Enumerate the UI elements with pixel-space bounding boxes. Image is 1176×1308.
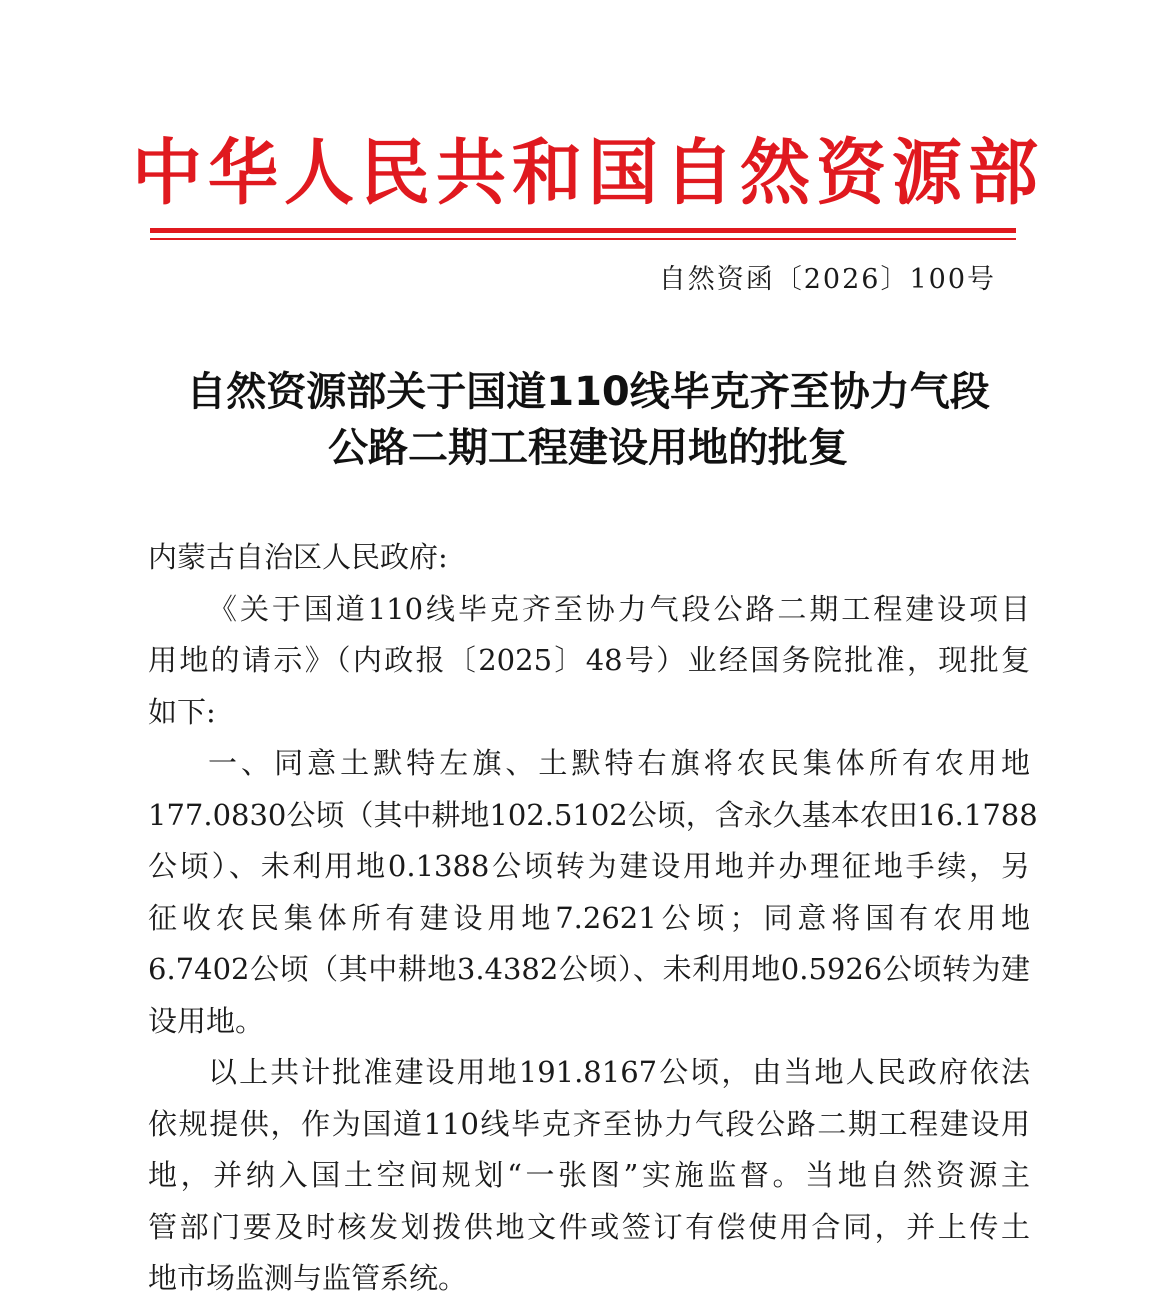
para1-line-1: 《关于国道110线毕克齐至协力气段公路二期工程建设项目 bbox=[208, 591, 1030, 626]
para3-line-4: 管部门要及时核发划拨供地文件或签订有偿使用合同，并上传土 bbox=[148, 1209, 1030, 1244]
para1-line-2: 用地的请示》（内政报〔2025〕48号）业经国务院批准，现批复 bbox=[148, 643, 1030, 677]
para2-line-2: 177.0830公顷（其中耕地102.5102公顷，含永久基本农田16.1788 bbox=[148, 797, 1038, 832]
para2-line-1: 一、同意土默特左旗、土默特右旗将农民集体所有农用地 bbox=[208, 746, 1030, 780]
para2-line-3: 公顷）、未利用地0.1388公顷转为建设用地并办理征地手续，另 bbox=[148, 849, 1030, 883]
red-rule-thick bbox=[150, 228, 1016, 233]
red-rule-thin bbox=[150, 238, 1016, 240]
document-number: 自然资函〔2026〕100号 bbox=[658, 264, 996, 295]
para2-line-6: 设用地。 bbox=[148, 1003, 265, 1038]
title-line-2: 公路二期工程建设用地的批复 bbox=[328, 425, 848, 471]
para3-line-5: 地市场监测与监管系统。 bbox=[148, 1261, 468, 1295]
para3-line-2: 依规提供，作为国道110线毕克齐至协力气段公路二期工程建设用 bbox=[148, 1106, 1030, 1141]
salutation: 内蒙古自治区人民政府: bbox=[148, 540, 448, 574]
para2-line-4: 征收农民集体所有建设用地7.2621公顷；同意将国有农用地 bbox=[148, 900, 1030, 935]
issuer-masthead: 中华人民共和国自然资源部 bbox=[132, 131, 1044, 215]
para3-line-3: 地，并纳入国土空间规划“一张图”实施监督。当地自然资源主 bbox=[148, 1158, 1030, 1192]
title-line-1: 自然资源部关于国道110线毕克齐至协力气段 bbox=[186, 369, 990, 415]
document-title bbox=[150, 364, 1026, 476]
para2-line-5: 6.7402公顷（其中耕地3.4382公顷）、未利用地0.5926公顷转为建 bbox=[148, 952, 1030, 986]
document-body bbox=[148, 532, 1038, 1305]
para3-line-1: 以上共计批准建设用地191.8167公顷，由当地人民政府依法 bbox=[208, 1055, 1030, 1089]
para1-line-3: 如下: bbox=[148, 694, 216, 729]
